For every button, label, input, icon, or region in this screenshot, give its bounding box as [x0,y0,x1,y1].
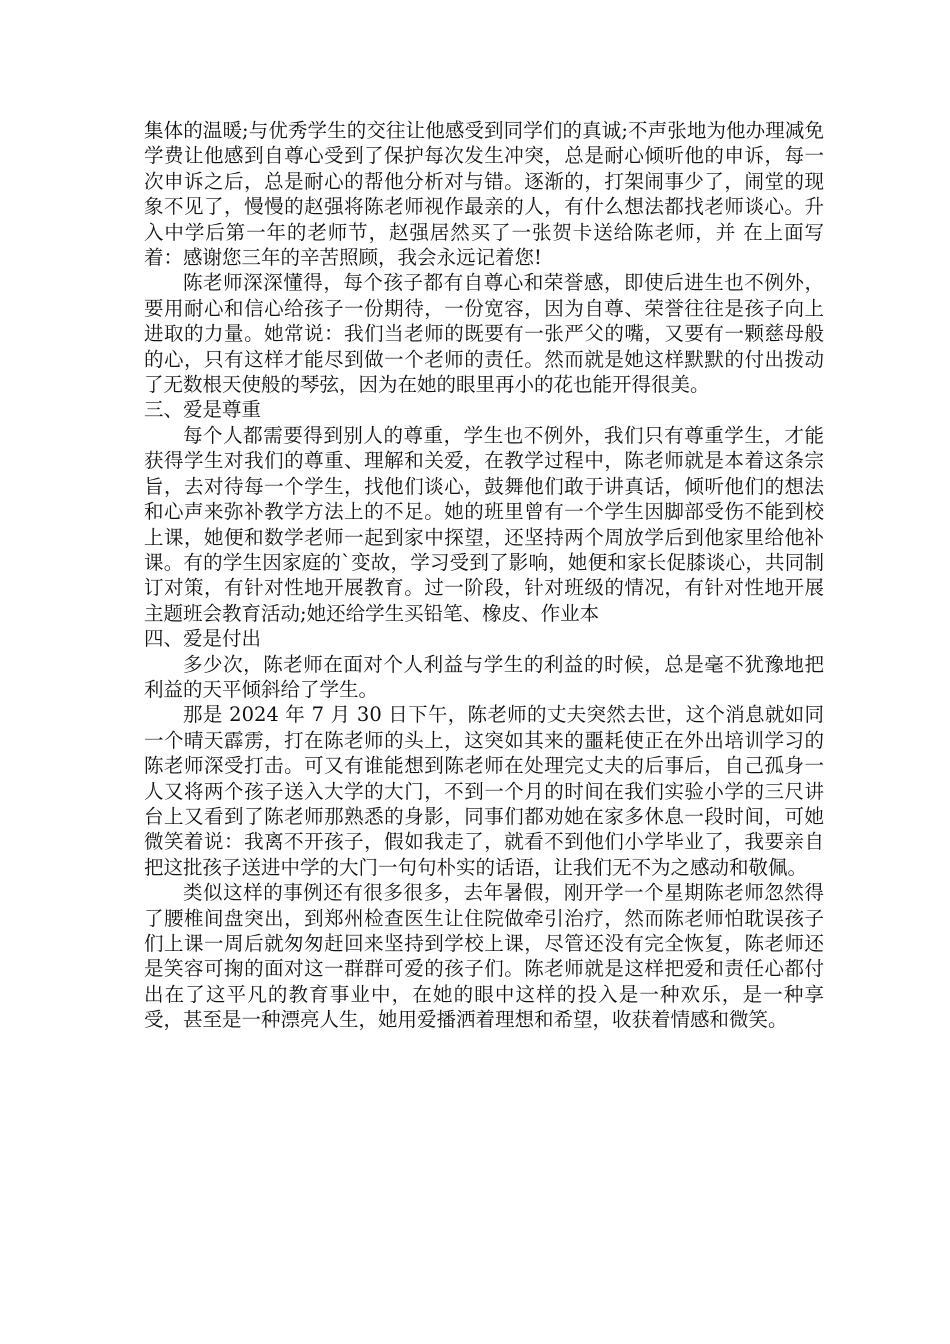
paragraph-5: 那是 2024 年 7 月 30 日下午，陈老师的丈夫突然去世，这个消息就如同一个晴天霹雳，打在陈老师的头上，这突如其来的噩耗使正在外出培训学习的陈老师深受打击。可又有谁能想到陈老师在处理完丈夫的后事后，自己孤身一人又将两个孩子送入大学的大门，不到一个月的时间在我们实验小学的三尺讲台上又看到了陈老师那熟悉的身影，同事们都劝她在家多休息一段时间，可她微笑着说：我离不开孩子，假如我走了，就看不到他们小学毕业了，我要亲自把这批孩子送进中学的大门一句句朴实的话语，让我们无不为之感动和敬佩。 [144,703,824,879]
document-page [144,118,824,1033]
paragraph-6: 类似这样的事例还有很多很多，去年暑假，刚开学一个星期陈老师忽然得了腰椎间盘突出，到郑州检查医生让住院做牵引治疗，然而陈老师怕耽误孩子们上课一周后就匆匆赶回来坚持到学校上课，尽管还没有完全恢复，陈老师还是笑容可掬的面对这一群群可爱的孩子们。陈老师就是这样把爱和责任心都付出在了这平凡的教育事业中，在她的眼中这样的投入是一种欢乐，是一种享受，甚至是一种漂亮人生，她用爱播洒着理想和希望，收获着情感和微笑。 [144,881,824,1032]
paragraph-2: 陈老师深深懂得，每个孩子都有自尊心和荣誉感，即使后进生也不例外，要用耐心和信心给孩子一份期待，一份宽容，因为自尊、荣誉往往是孩子向上进取的力量。她常说：我们当老师的既要有一张严父的嘴，又要有一颗慈母般的心，只有这样才能尽到做一个老师的责任。然而就是她这样默默的付出拨动了无数根天使般的琴弦，因为在她的眼里再小的花也能开得很美。 [144,271,824,397]
section-heading-3: 三、爱是尊重 [144,398,262,422]
section-heading-4: 四、爱是付出 [144,627,262,651]
paragraph-4: 多少次，陈老师在面对个人利益与学生的利益的时候，总是毫不犹豫地把利益的天平倾斜给了学生。 [144,652,824,701]
paragraph-3: 每个人都需要得到别人的尊重，学生也不例外，我们只有尊重学生，才能获得学生对我们的尊重、理解和关爱，在教学过程中，陈老师就是本着这条宗旨，去对待每一个学生，找他们谈心，鼓舞他们敢于讲真话，倾听他们的想法和心声来弥补教学方法上的不足。她的班里曾有一个学生因脚部受伤不能到校上课，她便和数学老师一起到家中探望，还坚持两个周放学后到他家里给他补课。有的学生因家庭的`变故，学习受到了影响，她便和家长促膝谈心，共同制订对策，有针对性地开展教育。过一阶段，针对班级的情况，有针对性地开展主题班会教育活动;她还给学生买铅笔、橡皮、作业本 [144,423,824,625]
paragraph-1: 集体的温暖;与优秀学生的交往让他感受到同学们的真诚;不声张地为他办理减免学费让他感到自尊心受到了保护每次发生冲突，总是耐心倾听他的申诉，每一次申诉之后，总是耐心的帮他分析对与错。逐渐的，打架闹事少了，闹堂的现象不见了，慢慢的赵强将陈老师视作最亲的人，有什么想法都找老师谈心。升入中学后第一年的老师节，赵强居然买了一张贺卡送给陈老师，并 在上面写着：感谢您三年的辛苦照顾，我会永远记着您! [144,119,824,270]
